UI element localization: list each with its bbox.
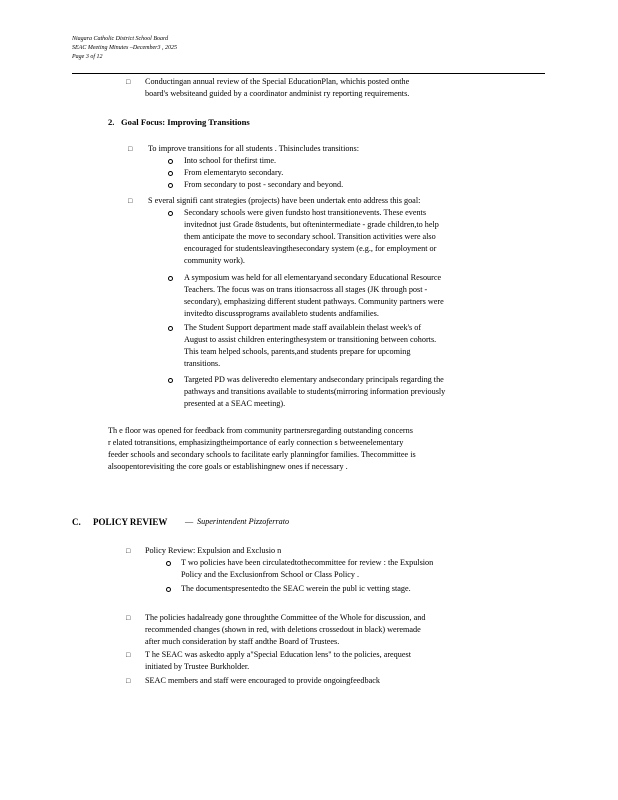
goal-heading: Goal Focus: Improving Transitions [121,117,250,127]
final-bullet-line: after much consideration by staff andthe Board of Trustees. [145,637,340,646]
bullet-icon: □ [126,78,131,86]
list-item: Policy and the Exclusionfrom School or Class Policy . [181,570,360,579]
list-item: presented at a SEAC meeting). [184,399,286,408]
list-item: Teachers. The focus was on trans itionsacross all stages (JK through post - [184,285,428,294]
list-item: pathways and transitions available to students(mirroring information previously [184,387,446,396]
final-bullet-line: The policies hadalready gone throughthe Committee of the Whole for discussion, and [145,613,426,622]
header-board-name: Niagara Catholic District School Board [72,36,169,42]
list-item: encouraged for studentsleavingthesecondary system (e.g., for employment or [184,244,437,253]
list-item: Into school for thefirst time. [184,156,277,165]
goal-intro: To improve transitions for all students . Thisincludes transitions: [148,144,359,153]
final-bullet-line: T he SEAC was askedto apply a"Special Education lens" to the policies, arequest [145,650,411,659]
bullet-icon: □ [128,145,133,153]
policy-bullet: Policy Review: Expulsion and Exclusio n [145,546,282,555]
list-item: From elementaryto secondary. [184,168,284,177]
list-item: From secondary to post - secondary and beyond. [184,180,344,189]
list-item: secondary), emphasizing different student pathways. Community partners were [184,297,444,306]
bullet-icon: □ [126,651,131,659]
header-meeting-title: SEAC Meeting Minutes –December3 , 2025 [72,45,177,51]
circle-bullet-icon [168,211,173,216]
section-presenter: Superintendent Pizzoferrato [197,517,290,526]
list-item: invitedto discussprograms availableto students andfamilies. [184,309,379,318]
bullet-icon: □ [126,614,131,622]
list-item: The documentspresentedto the SEAC werein the publ ic vetting stage. [181,584,411,593]
list-item: invitednot just Grade 8students, but oftenintermediate - grade children,to help [184,220,439,229]
circle-bullet-icon [168,171,173,176]
circle-bullet-icon [168,183,173,188]
bullet-icon: □ [126,677,131,685]
list-item: them anticipate the move to secondary school. Transition activities were also [184,232,436,241]
final-bullet-line: initiated by Trustee Burkholder. [145,662,250,671]
list-item: This team helped schools, parents,and students prepare for upcoming [184,347,411,356]
list-item: Secondary schools were given fundsto host transitionevents. These events [184,208,427,217]
final-bullet-line: recommended changes (shown in red, with deletions crossedout in black) weremade [145,625,421,634]
circle-bullet-icon [168,276,173,281]
section-dash: — [185,517,194,526]
floor-paragraph-line: alsoopentorevisiting the core goals or establishingnew ones if necessary . [108,462,348,471]
header-divider [72,73,545,74]
top-bullet-line: Conductingan annual review of the Special EducationPlan, whichis posted onthe [145,77,410,86]
bullet-icon: □ [126,547,131,555]
circle-bullet-icon [166,587,171,592]
strategies-intro: S everal signifi cant strategies (projects) have been undertak ento address this goal: [148,196,421,205]
list-item: August to assist children enteringthesystem or transitioning between cohorts. [184,335,437,344]
list-item: A symposium was held for all elementaryand secondary Educational Resource [184,273,442,282]
list-item: Targeted PD was deliveredto elementary andsecondary principals regarding the [184,375,444,384]
circle-bullet-icon [168,159,173,164]
header-page-number: Page 3 of 12 [72,54,103,60]
section-letter: C. [72,517,81,527]
list-item: T wo policies have been circulatedtothecommittee for review : the Expulsion [181,558,434,567]
circle-bullet-icon [168,378,173,383]
section-title: POLICY REVIEW [93,517,168,527]
circle-bullet-icon [166,561,171,566]
floor-paragraph-line: r elated totransitions, emphasizingtheimportance of early connection s betweenelementary [108,438,404,447]
floor-paragraph-line: feeder schools and secondary schools to facilitate early planningfor families. Thecommittee is [108,450,416,459]
top-bullet-line: board's websiteand guided by a coordinator andminist ry reporting requirements. [145,89,410,98]
floor-paragraph-line: Th e floor was opened for feedback from community partnersregarding outstanding concerns [108,426,413,435]
list-item: transitions. [184,359,221,368]
list-item: The Student Support department made staff availablein thelast week's of [184,323,422,332]
goal-number: 2. [108,117,115,127]
circle-bullet-icon [168,326,173,331]
bullet-icon: □ [128,197,133,205]
list-item: community work). [184,256,245,265]
final-bullet-line: SEAC members and staff were encouraged to provide ongoingfeedback [145,676,380,685]
